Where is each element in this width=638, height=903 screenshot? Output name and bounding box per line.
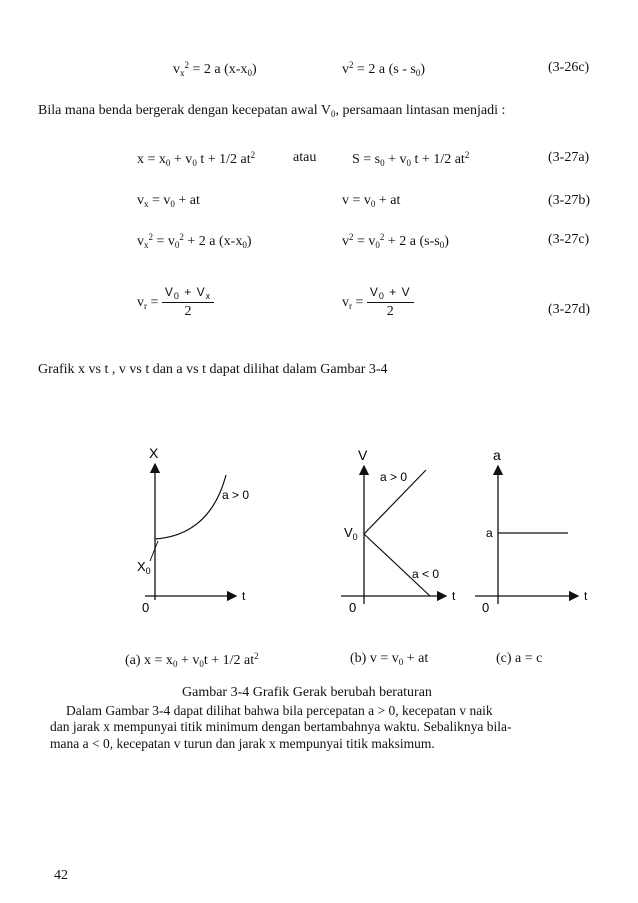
page-number: 42: [54, 868, 68, 883]
equation-3-26c-left: $v_x^2 = 2$ a $(x-x_0)$: [173, 60, 257, 78]
graph-c-level-label: a: [486, 526, 493, 540]
equation-tag-3-27d: (3-27d): [548, 302, 590, 317]
graph-a-x0-leader: [150, 541, 158, 561]
graph-b-lower-label: a < 0: [412, 567, 440, 581]
graph-c-y-axis-label: a: [493, 447, 501, 463]
graph-b-y-axis-label: V: [358, 447, 368, 463]
paragraph-line-3: mana a < 0, kecepatan v turun dan jarak x mempunyai titik maksimum.: [50, 736, 435, 751]
equation-tag-3-26c: (3-26c): [548, 60, 590, 75]
graph-b-velocity-vs-time: [341, 447, 456, 615]
caption-graph-a: (a) $x = x_0 + v_0t + 1/2$ $at^2$: [125, 651, 259, 669]
caption-graph-b: (b) $v = v_0$ + at: [350, 651, 429, 667]
caption-graph-c: (c) a = c: [496, 651, 543, 666]
equation-3-27a-left: $x = x_0 + v_0$ t + 1/2 $at^2$: [137, 150, 256, 168]
equation-3-27d-right: $v_r$ = $\frac{V_0 + V}{2}$: [342, 285, 414, 320]
graph-b-x-axis-label: t: [452, 589, 456, 603]
equation-tag-3-27b: (3-27b): [548, 193, 590, 208]
paragraph-line-1: Dalam Gambar 3-4 dapat dilihat bahwa bila percepatan a > 0, kecepatan v naik: [66, 703, 493, 718]
graph-b-origin-label: 0: [349, 600, 357, 615]
equation-3-27d-left: $v_r$ = $\frac{V_0 + V_x}{2}$: [137, 285, 214, 320]
figure-caption: Gambar 3-4 Grafik Gerak berubah beraturan: [182, 685, 432, 700]
equation-3-26c-right: $v^2 = 2$ a $(s - s_0)$: [342, 60, 426, 78]
graph-a-x0-label: $X_0$: [137, 559, 151, 576]
graph-a-x-axis-label: t: [242, 589, 246, 603]
equation-tag-3-27c: (3-27c): [548, 232, 590, 247]
graph-a-y-axis-label: X: [149, 445, 159, 461]
equation-connector-atau: atau: [293, 150, 317, 165]
equation-3-27a-right: $S = s_0 + v_0$ t + 1/2 $at^2$: [352, 150, 470, 168]
figure-3-4-graphs: [0, 430, 638, 665]
graph-a-parabola-curve: [155, 475, 226, 539]
graph-b-decreasing-line: [364, 534, 430, 596]
equation-3-27c-right: $v^2 = v_0^2 + 2$ a $(s-s_0)$: [342, 232, 449, 250]
paragraph-line-2: dan jarak x mempunyai titik minimum dengan bertambahnya waktu. Sebaliknya bila-: [50, 719, 512, 734]
graph-c-origin-label: 0: [482, 600, 490, 615]
intro-sentence: Bila mana benda bergerak dengan kecepatan awal $V_0$, persamaan lintasan menjadi :: [38, 103, 506, 119]
graph-c-x-axis-label: t: [584, 589, 588, 603]
graph-a-origin-label: 0: [142, 600, 150, 615]
graph-c-acceleration-vs-time: [475, 447, 588, 615]
equation-3-27b-left: $v_x = v_0$ + at: [137, 193, 200, 209]
graph-b-upper-label: a > 0: [380, 470, 408, 484]
equation-tag-3-27a: (3-27a): [548, 150, 590, 165]
equation-3-27b-right: $v = v_0$ + at: [342, 193, 401, 209]
graph-b-v0-label: $V_0$: [344, 525, 358, 542]
graph-intro-sentence: Grafik x vs t , v vs t dan a vs t dapat dilihat dalam Gambar 3-4: [38, 362, 388, 377]
equation-3-27c-left: $v_x^2 = v_0^2 + 2$ a $(x-x_0)$: [137, 232, 252, 250]
graph-a-curve-label: a > 0: [222, 488, 250, 502]
graph-a-position-vs-time: [137, 445, 249, 615]
